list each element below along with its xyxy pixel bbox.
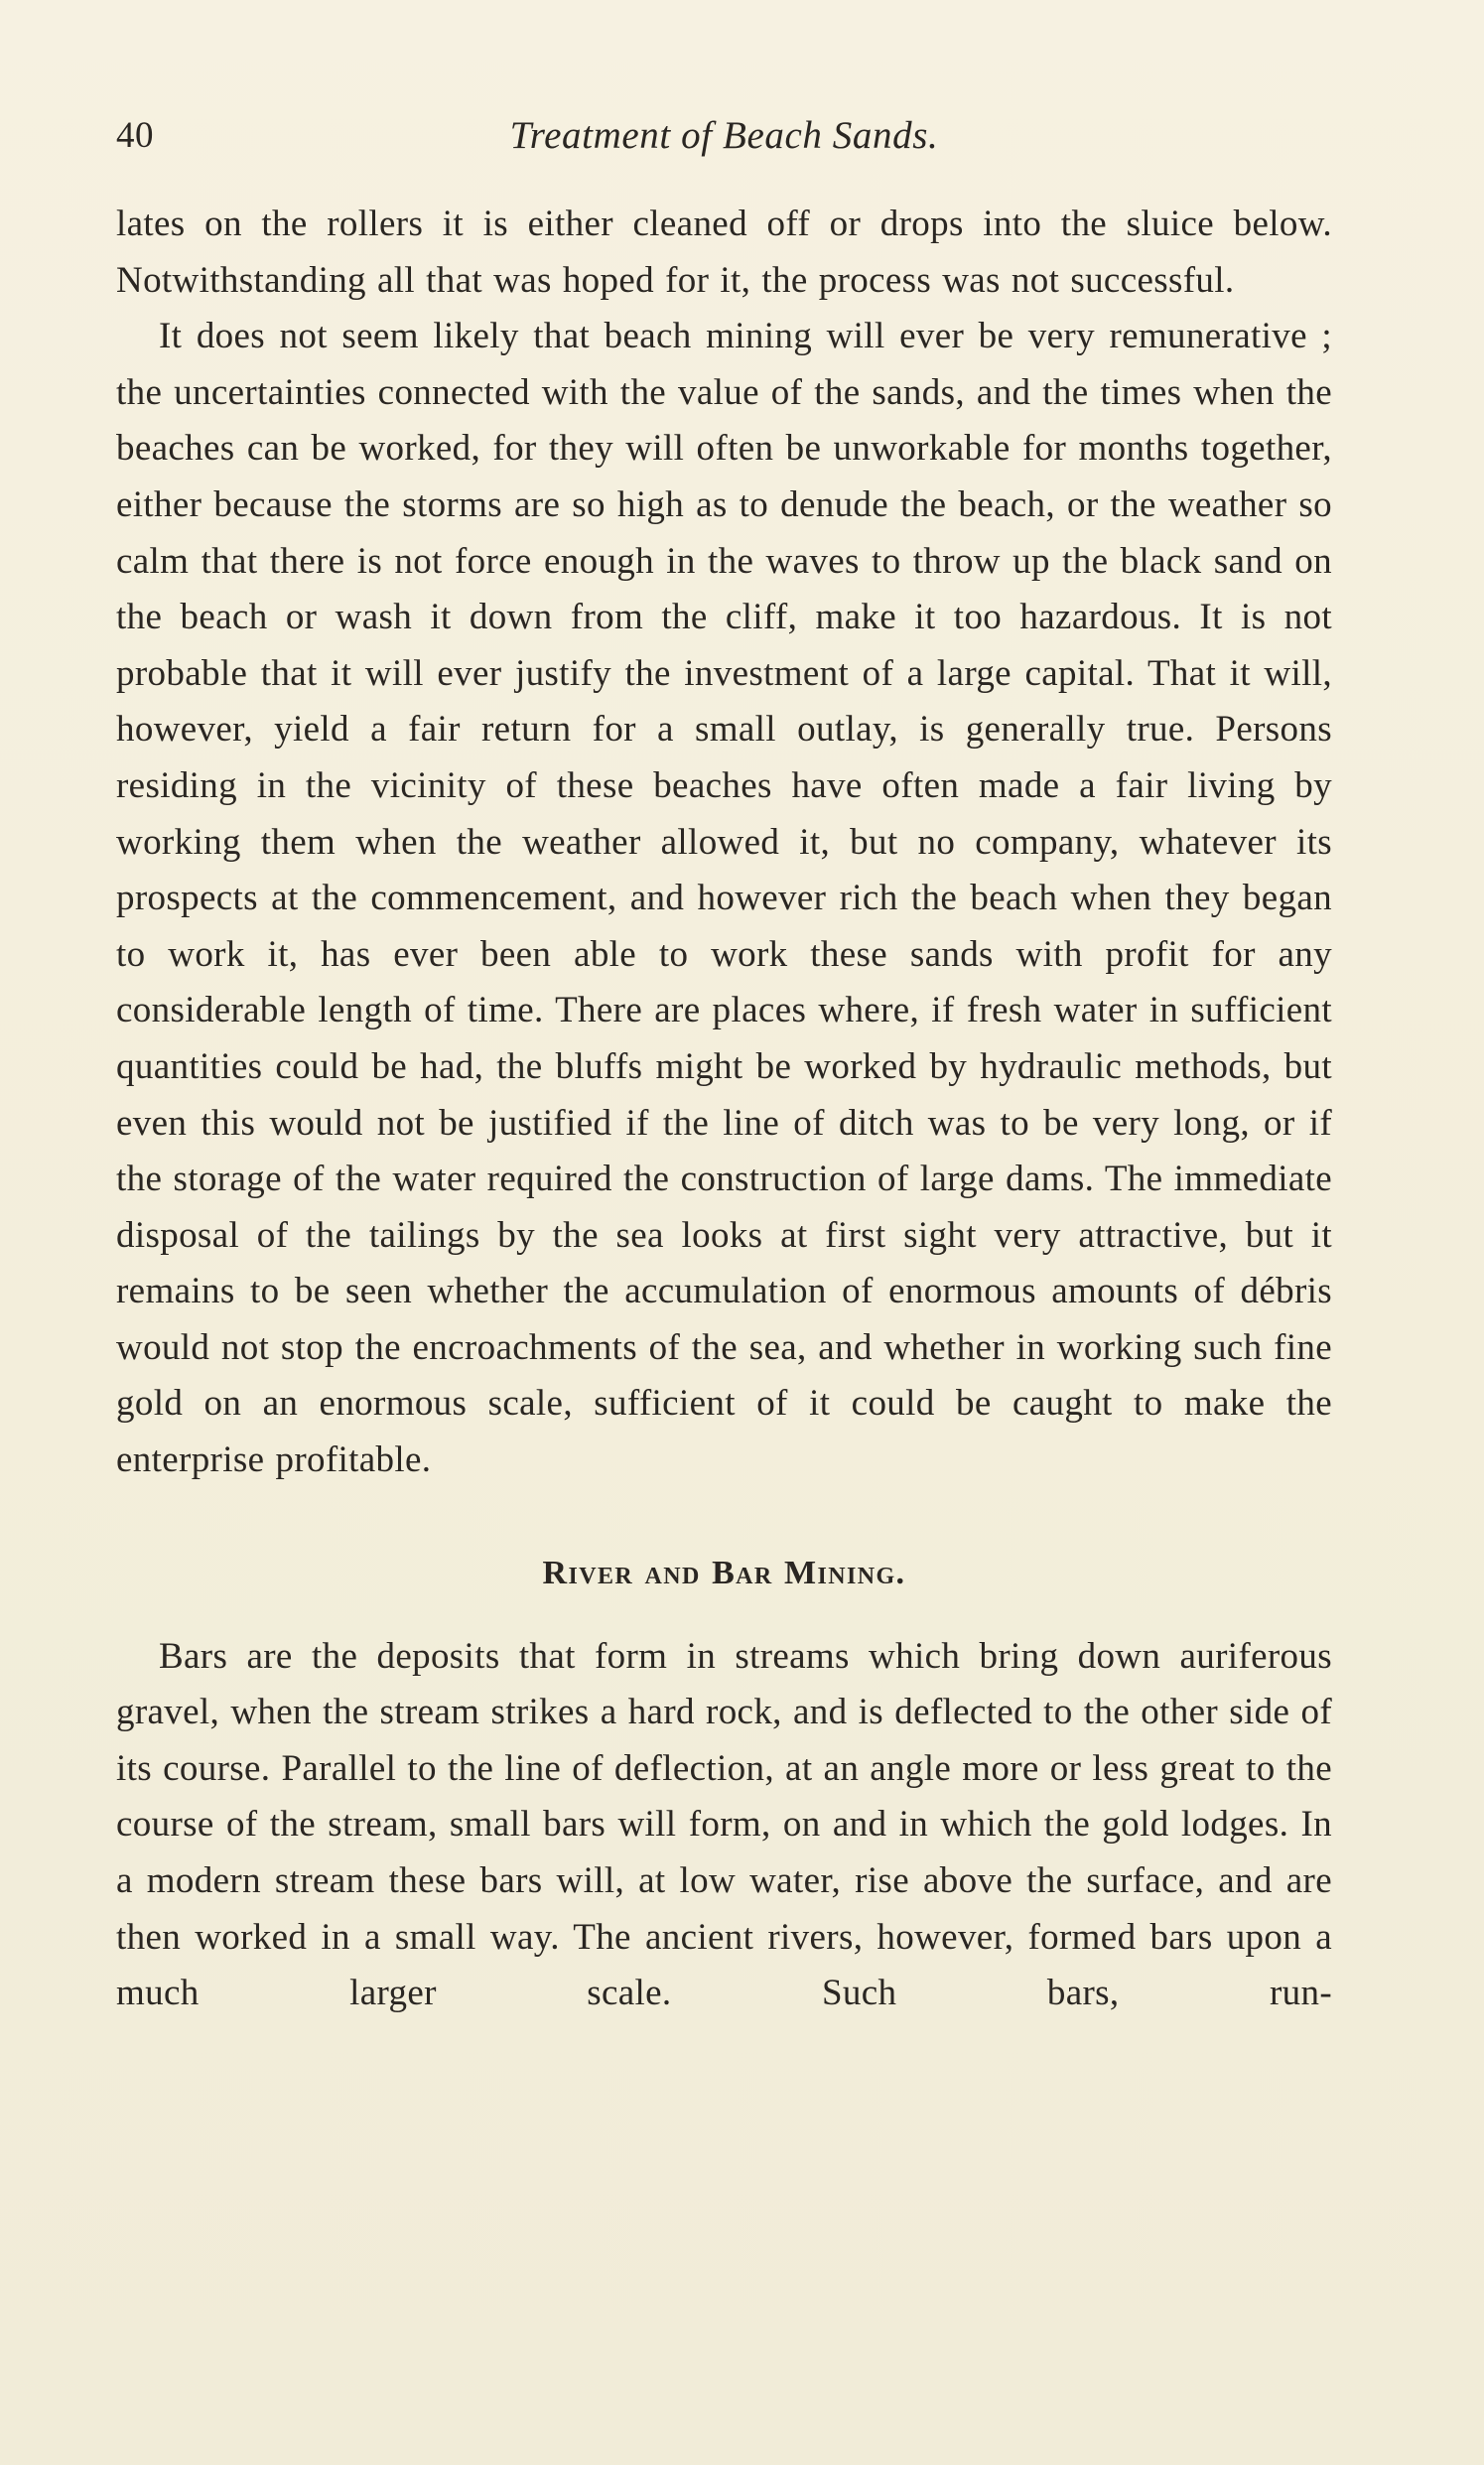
page-number: 40 (116, 115, 154, 156)
page-body (116, 197, 1332, 2022)
paragraph-beach-mining: It does not seem likely that beach mining will ever be very remunerative ; the uncertainties connected with the value of the sands, and the times when the beaches can be worked, for they will often be unworkable for months together, either because the storms are so high as to denude the beach, or the weather so calm that there is not force enough in the waves to throw up the black sand on the beach or wash it down from the cliff, make it too hazardous. It is not probable that it will ever justify the investment of a large capital. That it will, however, yield a fair return for a small outlay, is generally true. Persons residing in the vicinity of these beaches have often made a fair living by working them when the weather allowed it, but no company, whatever its prospects at the commencement, and however rich the beach when they began to work it, has ever been able to work these sands with profit for any considerable length of time. There are places where, if fresh water in sufficient quantities could be had, the bluffs might be worked by hydraulic methods, but even this would not be justified if the line of ditch was to be very long, or if the storage of the water required the construction of large dams. The immediate disposal of the tailings by the sea looks at first sight very attractive, but it remains to be seen whether the accumulation of enormous amounts of débris would not stop the encroachments of the sea, and whether in working such fine gold on an enormous scale, sufficient of it could be caught to make the enterprise profitable. (116, 316, 1332, 1481)
running-head (116, 111, 1332, 161)
running-title: Treatment of Beach Sands. (509, 114, 939, 157)
paragraph-bars: Bars are the deposits that form in streams which bring down auriferous gravel, when the stream strikes a hard rock, and is deflected to the other side of its course. Parallel to the line of deflection, at an angle more or less great to the course of the stream, small bars will form, on and in which the gold lodges. In a modern stream these bars will, at low water, rise above the surface, and are then worked in a small way. The ancient rivers, however, formed bars upon a much larger scale. Such bars, run- (116, 1635, 1333, 2014)
paragraph-continued: lates on the rollers it is either cleaned off or drops into the sluice below. Notwithstanding all that was hoped for it, the process was not successful. (116, 204, 1332, 301)
section-heading-river-and-bar-mining: River and Bar Mining. (542, 1554, 906, 1591)
